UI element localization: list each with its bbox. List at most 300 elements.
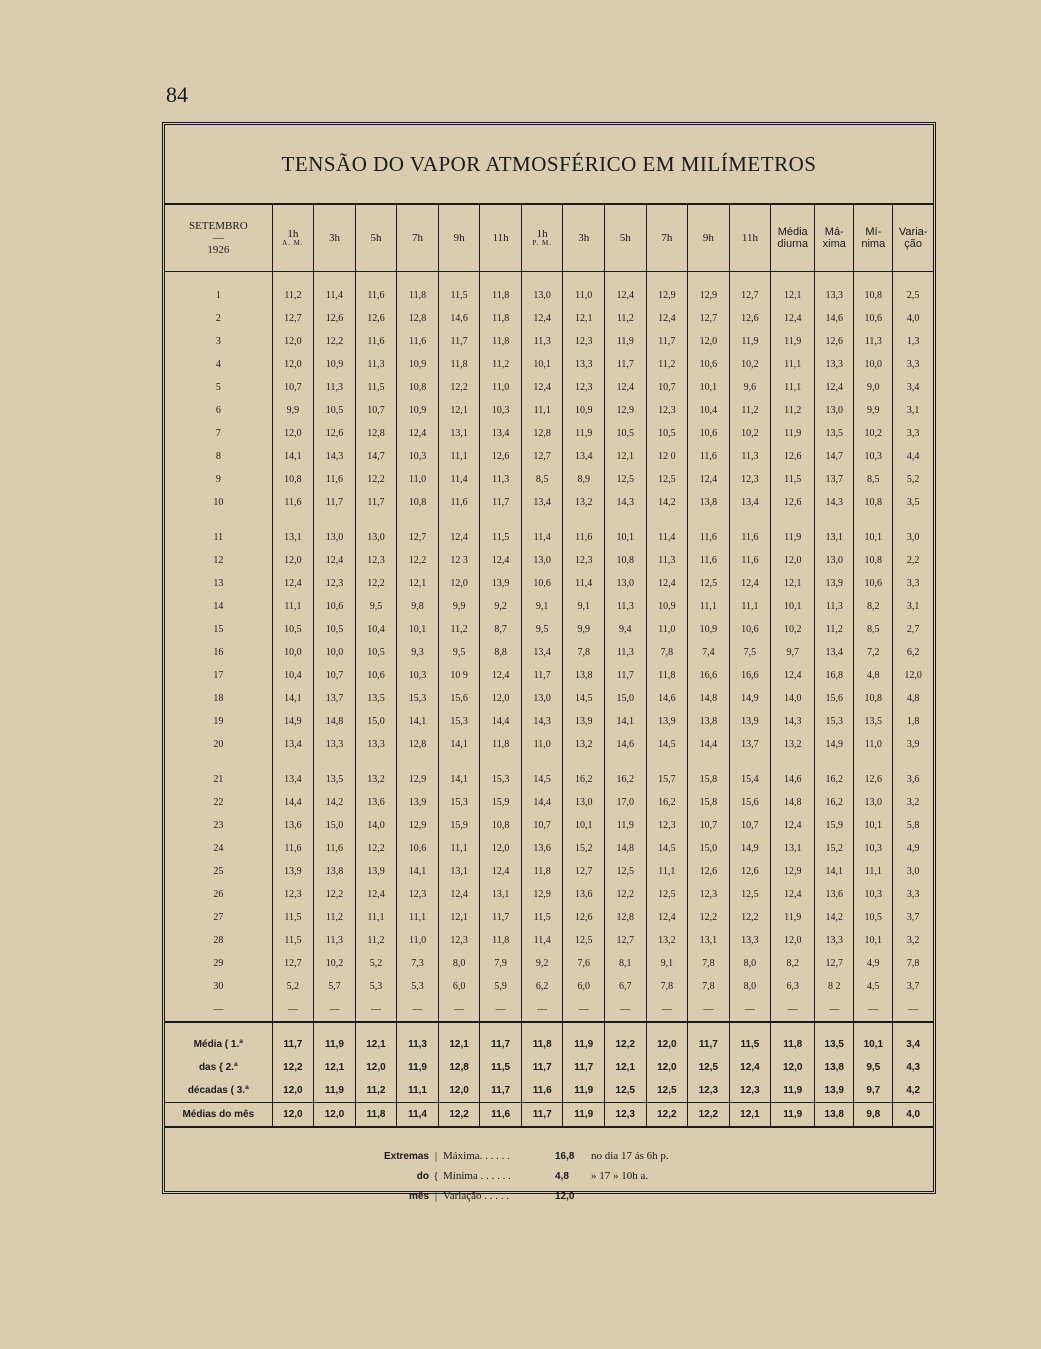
dash-cell: — [165, 998, 272, 1022]
value-cell: 11,5 [355, 376, 397, 399]
extreme-value: 12,0 [555, 1190, 575, 1202]
value-cell: 10,2 [729, 422, 771, 445]
day-cell: 12 [213, 555, 224, 566]
value-cell: 14,7 [355, 445, 397, 468]
vapor-table [165, 205, 933, 1128]
value-cell: 10,9 [397, 399, 439, 422]
value-cell: 10,1 [605, 514, 647, 549]
table-row [165, 272, 933, 308]
dash-cell: — [521, 998, 563, 1022]
value-cell: 12,4 [438, 514, 480, 549]
value-cell: 9,8 [397, 595, 439, 618]
value-cell: 11,6 [355, 272, 397, 308]
value-cell: 7,8 [688, 952, 730, 975]
value-cell: 13,0 [854, 791, 893, 814]
day-cell: 25 [213, 866, 224, 877]
header-hour [314, 205, 356, 272]
month-mean-value: 12,1 [729, 1103, 771, 1128]
value-cell: 11,1 [854, 860, 893, 883]
value-cell: 10,0 [854, 353, 893, 376]
value-cell: 11,6 [397, 330, 439, 353]
value-cell: 13,5 [854, 710, 893, 733]
value-cell: 10,7 [314, 664, 356, 687]
header-hour [646, 205, 688, 272]
value-cell: 15,0 [355, 710, 397, 733]
dash-cell: — [480, 998, 522, 1022]
value-cell: 13,1 [480, 883, 522, 906]
value-cell: 12,2 [688, 906, 730, 929]
value-cell: 13,6 [355, 791, 397, 814]
mean-label: Média ( 1.ª [193, 1039, 243, 1050]
value-cell: 13,4 [563, 445, 605, 468]
value-cell: 12,6 [729, 307, 771, 330]
value-cell: 12,4 [397, 422, 439, 445]
value-cell: 12,4 [815, 376, 854, 399]
value-cell: 15,3 [397, 687, 439, 710]
value-cell: 13,9 [563, 710, 605, 733]
table-row [165, 549, 933, 572]
value-cell: 11,9 [771, 330, 815, 353]
value-cell: 9,5 [438, 641, 480, 664]
value-cell: 12 0 [646, 445, 688, 468]
mean-value: 11,1 [397, 1079, 439, 1103]
value-cell: 11,3 [314, 929, 356, 952]
value-cell: 10,2 [771, 618, 815, 641]
value-cell: 14,1 [438, 733, 480, 756]
value-cell: 12,4 [355, 883, 397, 906]
table-row [165, 514, 933, 549]
value-cell: 11,2 [438, 618, 480, 641]
value-cell: 15,2 [815, 837, 854, 860]
table-row [165, 837, 933, 860]
dash-cell: — [563, 998, 605, 1022]
value-cell: 14,0 [771, 687, 815, 710]
value-cell: 13,1 [771, 837, 815, 860]
value-cell: 11,7 [314, 491, 356, 514]
value-cell: 10,6 [314, 595, 356, 618]
value-cell: 10,0 [272, 641, 314, 664]
value-cell: 13,7 [729, 733, 771, 756]
value-cell: 9,1 [646, 952, 688, 975]
value-cell: 11,1 [438, 837, 480, 860]
mean-value: 11,5 [729, 1022, 771, 1056]
value-cell: 14,0 [355, 814, 397, 837]
table-title: TENSÃO DO VAPOR ATMOSFÉRICO EM MILÍMETROS [281, 151, 817, 176]
brace: { [433, 1170, 439, 1182]
mean-decade: 3.ª [236, 1085, 249, 1096]
header-month-year [165, 205, 272, 272]
value-cell: 12,2 [355, 468, 397, 491]
value-cell: 11,9 [771, 906, 815, 929]
value-cell: 11,5 [272, 906, 314, 929]
value-cell: 12,7 [272, 307, 314, 330]
value-cell: 14,4 [480, 710, 522, 733]
value-cell: 8,0 [438, 952, 480, 975]
header-hour [480, 205, 522, 272]
value-cell: 14,1 [272, 687, 314, 710]
value-cell: 11,6 [688, 445, 730, 468]
value-cell: 12,4 [771, 307, 815, 330]
day-cell: 24 [213, 843, 224, 854]
value-cell: 11,3 [480, 468, 522, 491]
value-cell: 10,8 [605, 549, 647, 572]
month-mean-value: 11,4 [397, 1103, 439, 1128]
value-cell: 10,6 [688, 422, 730, 445]
value-cell: 7,8 [893, 952, 933, 975]
value-cell: 13,4 [521, 641, 563, 664]
day-cell: 15 [213, 624, 224, 635]
value-cell: 15,6 [729, 791, 771, 814]
header-hour [272, 205, 314, 272]
header-year: 1926 [207, 244, 230, 257]
value-cell: 10,6 [688, 353, 730, 376]
value-cell: 12,9 [771, 860, 815, 883]
mean-value: 12,0 [646, 1056, 688, 1079]
value-cell: 12,7 [521, 445, 563, 468]
mean-value: 12,2 [605, 1022, 647, 1056]
value-cell: 14,9 [815, 733, 854, 756]
day-cell: 18 [213, 693, 224, 704]
mean-value: 11,3 [397, 1022, 439, 1056]
header-hour [355, 205, 397, 272]
table-row [165, 756, 933, 791]
value-cell: 14,3 [314, 445, 356, 468]
value-cell: 13,1 [438, 422, 480, 445]
value-cell: 9,1 [563, 595, 605, 618]
value-cell: 6,0 [563, 975, 605, 998]
value-cell: 15,9 [815, 814, 854, 837]
value-cell: 11,7 [480, 491, 522, 514]
value-cell: 15,9 [438, 814, 480, 837]
value-cell: 14,3 [815, 491, 854, 514]
value-cell: 12,1 [438, 399, 480, 422]
extremes-block [373, 1146, 893, 1206]
table-row [165, 491, 933, 514]
value-cell: 11,1 [646, 860, 688, 883]
value-cell: 13,7 [314, 687, 356, 710]
header-hour-label: 9h [702, 231, 714, 244]
value-cell: 11,8 [480, 929, 522, 952]
value-cell: 12,0 [771, 929, 815, 952]
value-cell: 5,9 [480, 975, 522, 998]
value-cell: 12,2 [314, 883, 356, 906]
table-row [165, 975, 933, 998]
mean-value: 12,1 [438, 1022, 480, 1056]
page-number: 84 [166, 82, 188, 107]
mean-decade: 2.ª [225, 1062, 238, 1073]
value-cell: 3,6 [893, 756, 933, 791]
mean-value: 11,7 [480, 1022, 522, 1056]
value-cell: 10,1 [521, 353, 563, 376]
value-cell: 13,2 [563, 491, 605, 514]
value-cell: 4,8 [854, 664, 893, 687]
value-cell: 14,5 [646, 733, 688, 756]
value-cell: 16,2 [605, 756, 647, 791]
dash-cell: — [729, 998, 771, 1022]
value-cell: 13,9 [729, 710, 771, 733]
value-cell: 9,4 [605, 618, 647, 641]
value-cell: 13,3 [314, 733, 356, 756]
table-row [165, 376, 933, 399]
value-cell: 12,3 [438, 929, 480, 952]
value-cell: 10,5 [854, 906, 893, 929]
header-hour-label: 7h [661, 231, 673, 244]
value-cell: 13,8 [314, 860, 356, 883]
value-cell: 14,3 [521, 710, 563, 733]
value-cell: 13,0 [815, 399, 854, 422]
value-cell: 7,8 [646, 641, 688, 664]
mean-label-text: Média [193, 1039, 223, 1050]
value-cell: 12,4 [521, 307, 563, 330]
value-cell: 13,6 [521, 837, 563, 860]
header-hour [521, 205, 563, 272]
value-cell: 15,0 [605, 687, 647, 710]
value-cell: 13,2 [771, 733, 815, 756]
value-cell: 10,3 [854, 883, 893, 906]
value-cell: 11,9 [771, 514, 815, 549]
value-cell: 10,6 [854, 572, 893, 595]
header-hour-label: 1h [287, 228, 299, 241]
value-cell: 12,4 [480, 860, 522, 883]
mean-value: 9,5 [854, 1056, 893, 1079]
value-cell: 8,5 [854, 618, 893, 641]
value-cell: 11,1 [521, 399, 563, 422]
mean-value: 11,7 [521, 1056, 563, 1079]
extreme-when: » 17 » 10h a. [591, 1170, 649, 1182]
value-cell: 11,9 [771, 422, 815, 445]
mean-value: 12,2 [272, 1056, 314, 1079]
value-cell: 12,4 [771, 664, 815, 687]
extreme-row [373, 1186, 893, 1206]
value-cell: 12,2 [355, 572, 397, 595]
value-cell: 11,6 [729, 514, 771, 549]
value-cell: 12,3 [397, 883, 439, 906]
mean-value: 3,4 [893, 1022, 933, 1056]
value-cell: 8,5 [521, 468, 563, 491]
mean-value: 12,5 [646, 1079, 688, 1103]
mean-value: 10,1 [854, 1022, 893, 1056]
table-frame [162, 122, 936, 1202]
value-cell: 12,4 [646, 307, 688, 330]
value-cell: 12,4 [646, 906, 688, 929]
header-hour-label: 9h [453, 231, 465, 244]
day-cell: 11 [213, 532, 224, 543]
value-cell: 14,6 [815, 307, 854, 330]
value-cell: 12,2 [729, 906, 771, 929]
value-cell: 13,4 [272, 733, 314, 756]
mean-value: 11,9 [397, 1056, 439, 1079]
mean-value: 11,9 [563, 1022, 605, 1056]
value-cell: 13,6 [815, 883, 854, 906]
value-cell: 11,6 [438, 491, 480, 514]
value-cell: 15,0 [688, 837, 730, 860]
value-cell: 10,3 [854, 445, 893, 468]
value-cell: 2,5 [893, 272, 933, 308]
value-cell: 11,2 [771, 399, 815, 422]
value-cell: 11,7 [521, 664, 563, 687]
value-cell: 9,0 [854, 376, 893, 399]
value-cell: 10,5 [314, 618, 356, 641]
value-cell: 14,1 [397, 710, 439, 733]
value-cell: 7,9 [480, 952, 522, 975]
value-cell: 11,8 [521, 860, 563, 883]
value-cell: 12,7 [729, 272, 771, 308]
value-cell: 13,4 [729, 491, 771, 514]
value-cell: 12,0 [272, 353, 314, 376]
extreme-label: mês [408, 1190, 429, 1202]
value-cell: 5,2 [355, 952, 397, 975]
value-cell: 10,7 [688, 814, 730, 837]
value-cell: 14,1 [272, 445, 314, 468]
brace: | [434, 1150, 438, 1162]
value-cell: 15,3 [815, 710, 854, 733]
value-cell: 11,2 [314, 906, 356, 929]
value-cell: 11,3 [815, 595, 854, 618]
value-cell: 13,4 [480, 422, 522, 445]
value-cell: 12,2 [314, 330, 356, 353]
value-cell: 15,3 [438, 710, 480, 733]
mean-value: 12,0 [646, 1022, 688, 1056]
table-row [165, 710, 933, 733]
value-cell: 14,1 [605, 710, 647, 733]
header-hour-label: 5h [370, 231, 382, 244]
value-cell: 10 9 [438, 664, 480, 687]
value-cell: 14,8 [688, 687, 730, 710]
value-cell: 12,5 [688, 572, 730, 595]
value-cell: 10,6 [854, 307, 893, 330]
value-cell: 12,8 [397, 307, 439, 330]
table-row [165, 595, 933, 618]
value-cell: 10,9 [646, 595, 688, 618]
mean-value: 11,7 [480, 1079, 522, 1103]
value-cell: 11,9 [563, 422, 605, 445]
value-cell: 9,9 [563, 618, 605, 641]
mean-value: 11,9 [314, 1022, 356, 1056]
value-cell: 11,7 [480, 906, 522, 929]
month-mean-value: 9,8 [854, 1103, 893, 1128]
value-cell: 10,2 [729, 353, 771, 376]
value-cell: 12,3 [314, 572, 356, 595]
value-cell: 14,8 [605, 837, 647, 860]
day-cell: 19 [213, 716, 224, 727]
extreme-value: 16,8 [555, 1150, 575, 1162]
value-cell: 3,7 [893, 906, 933, 929]
value-cell: 6,7 [605, 975, 647, 998]
value-cell: 11,6 [272, 491, 314, 514]
value-cell: 10,9 [314, 353, 356, 376]
value-cell: 15,8 [688, 791, 730, 814]
value-cell: 11,1 [438, 445, 480, 468]
value-cell: 12,0 [771, 549, 815, 572]
day-cell: 16 [213, 647, 224, 658]
value-cell: 12,8 [397, 733, 439, 756]
value-cell: 12,3 [729, 468, 771, 491]
month-mean-value: 4,0 [893, 1103, 933, 1128]
value-cell: 12,4 [771, 814, 815, 837]
month-mean-value: 12,2 [438, 1103, 480, 1128]
mean-label: décadas ( 3.ª [187, 1085, 249, 1096]
value-cell: 10,1 [397, 618, 439, 641]
value-cell: 11,9 [605, 330, 647, 353]
value-cell: 12,0 [272, 549, 314, 572]
value-cell: 12,6 [771, 491, 815, 514]
value-cell: 16,2 [563, 756, 605, 791]
value-cell: 11,2 [646, 353, 688, 376]
value-cell: 3,9 [893, 733, 933, 756]
value-cell: 10,6 [355, 664, 397, 687]
table-row [165, 883, 933, 906]
value-cell: 12,5 [646, 468, 688, 491]
value-cell: 7,5 [729, 641, 771, 664]
value-cell: 5,3 [355, 975, 397, 998]
value-cell: 10,8 [397, 376, 439, 399]
value-cell: 12,0 [272, 330, 314, 353]
value-cell: 11,3 [355, 353, 397, 376]
value-cell: 7,8 [646, 975, 688, 998]
value-cell: 12,6 [688, 860, 730, 883]
value-cell: 4,5 [854, 975, 893, 998]
value-cell: 12,5 [563, 929, 605, 952]
mean-row [165, 1079, 933, 1103]
value-cell: 15,0 [314, 814, 356, 837]
value-cell: 10,8 [272, 468, 314, 491]
value-cell: 11,1 [355, 906, 397, 929]
value-cell: 13,5 [815, 422, 854, 445]
header-hour [729, 205, 771, 272]
day-cell: 2 [215, 313, 221, 324]
value-cell: 10,1 [563, 814, 605, 837]
value-cell: 15,3 [438, 791, 480, 814]
table-row [165, 468, 933, 491]
mean-value: 9,7 [854, 1079, 893, 1103]
value-cell: 7,6 [563, 952, 605, 975]
value-cell: 4,0 [893, 307, 933, 330]
mean-value: 13,8 [815, 1056, 854, 1079]
header-stat: Média diurna [771, 205, 815, 272]
value-cell: 11,1 [771, 376, 815, 399]
value-cell: 13,5 [355, 687, 397, 710]
value-cell: 11,0 [563, 272, 605, 308]
value-cell: 13,8 [688, 491, 730, 514]
value-cell: 11,7 [646, 330, 688, 353]
value-cell: 13,0 [521, 272, 563, 308]
value-cell: 11,7 [438, 330, 480, 353]
value-cell: 12,9 [605, 399, 647, 422]
value-cell: 12,3 [563, 376, 605, 399]
month-mean-value: 11,6 [480, 1103, 522, 1128]
value-cell: 13,3 [355, 733, 397, 756]
value-cell: 10,5 [272, 618, 314, 641]
value-cell: 12,6 [771, 445, 815, 468]
value-cell: 12,6 [729, 860, 771, 883]
table-row [165, 860, 933, 883]
value-cell: 9,9 [272, 399, 314, 422]
mean-value: 12,0 [771, 1056, 815, 1079]
value-cell: 12,4 [272, 572, 314, 595]
table-row [165, 952, 933, 975]
header-hour [438, 205, 480, 272]
month-mean-label: Médias do mês [165, 1103, 272, 1128]
value-cell: 11,5 [771, 468, 815, 491]
value-cell: 10,8 [854, 272, 893, 308]
value-cell: 12,0 [893, 664, 933, 687]
table-row [165, 618, 933, 641]
header-stat: Má- xima [815, 205, 854, 272]
value-cell: 11,6 [729, 549, 771, 572]
value-cell: 6,2 [521, 975, 563, 998]
value-cell: 11,9 [605, 814, 647, 837]
value-cell: 3,1 [893, 399, 933, 422]
